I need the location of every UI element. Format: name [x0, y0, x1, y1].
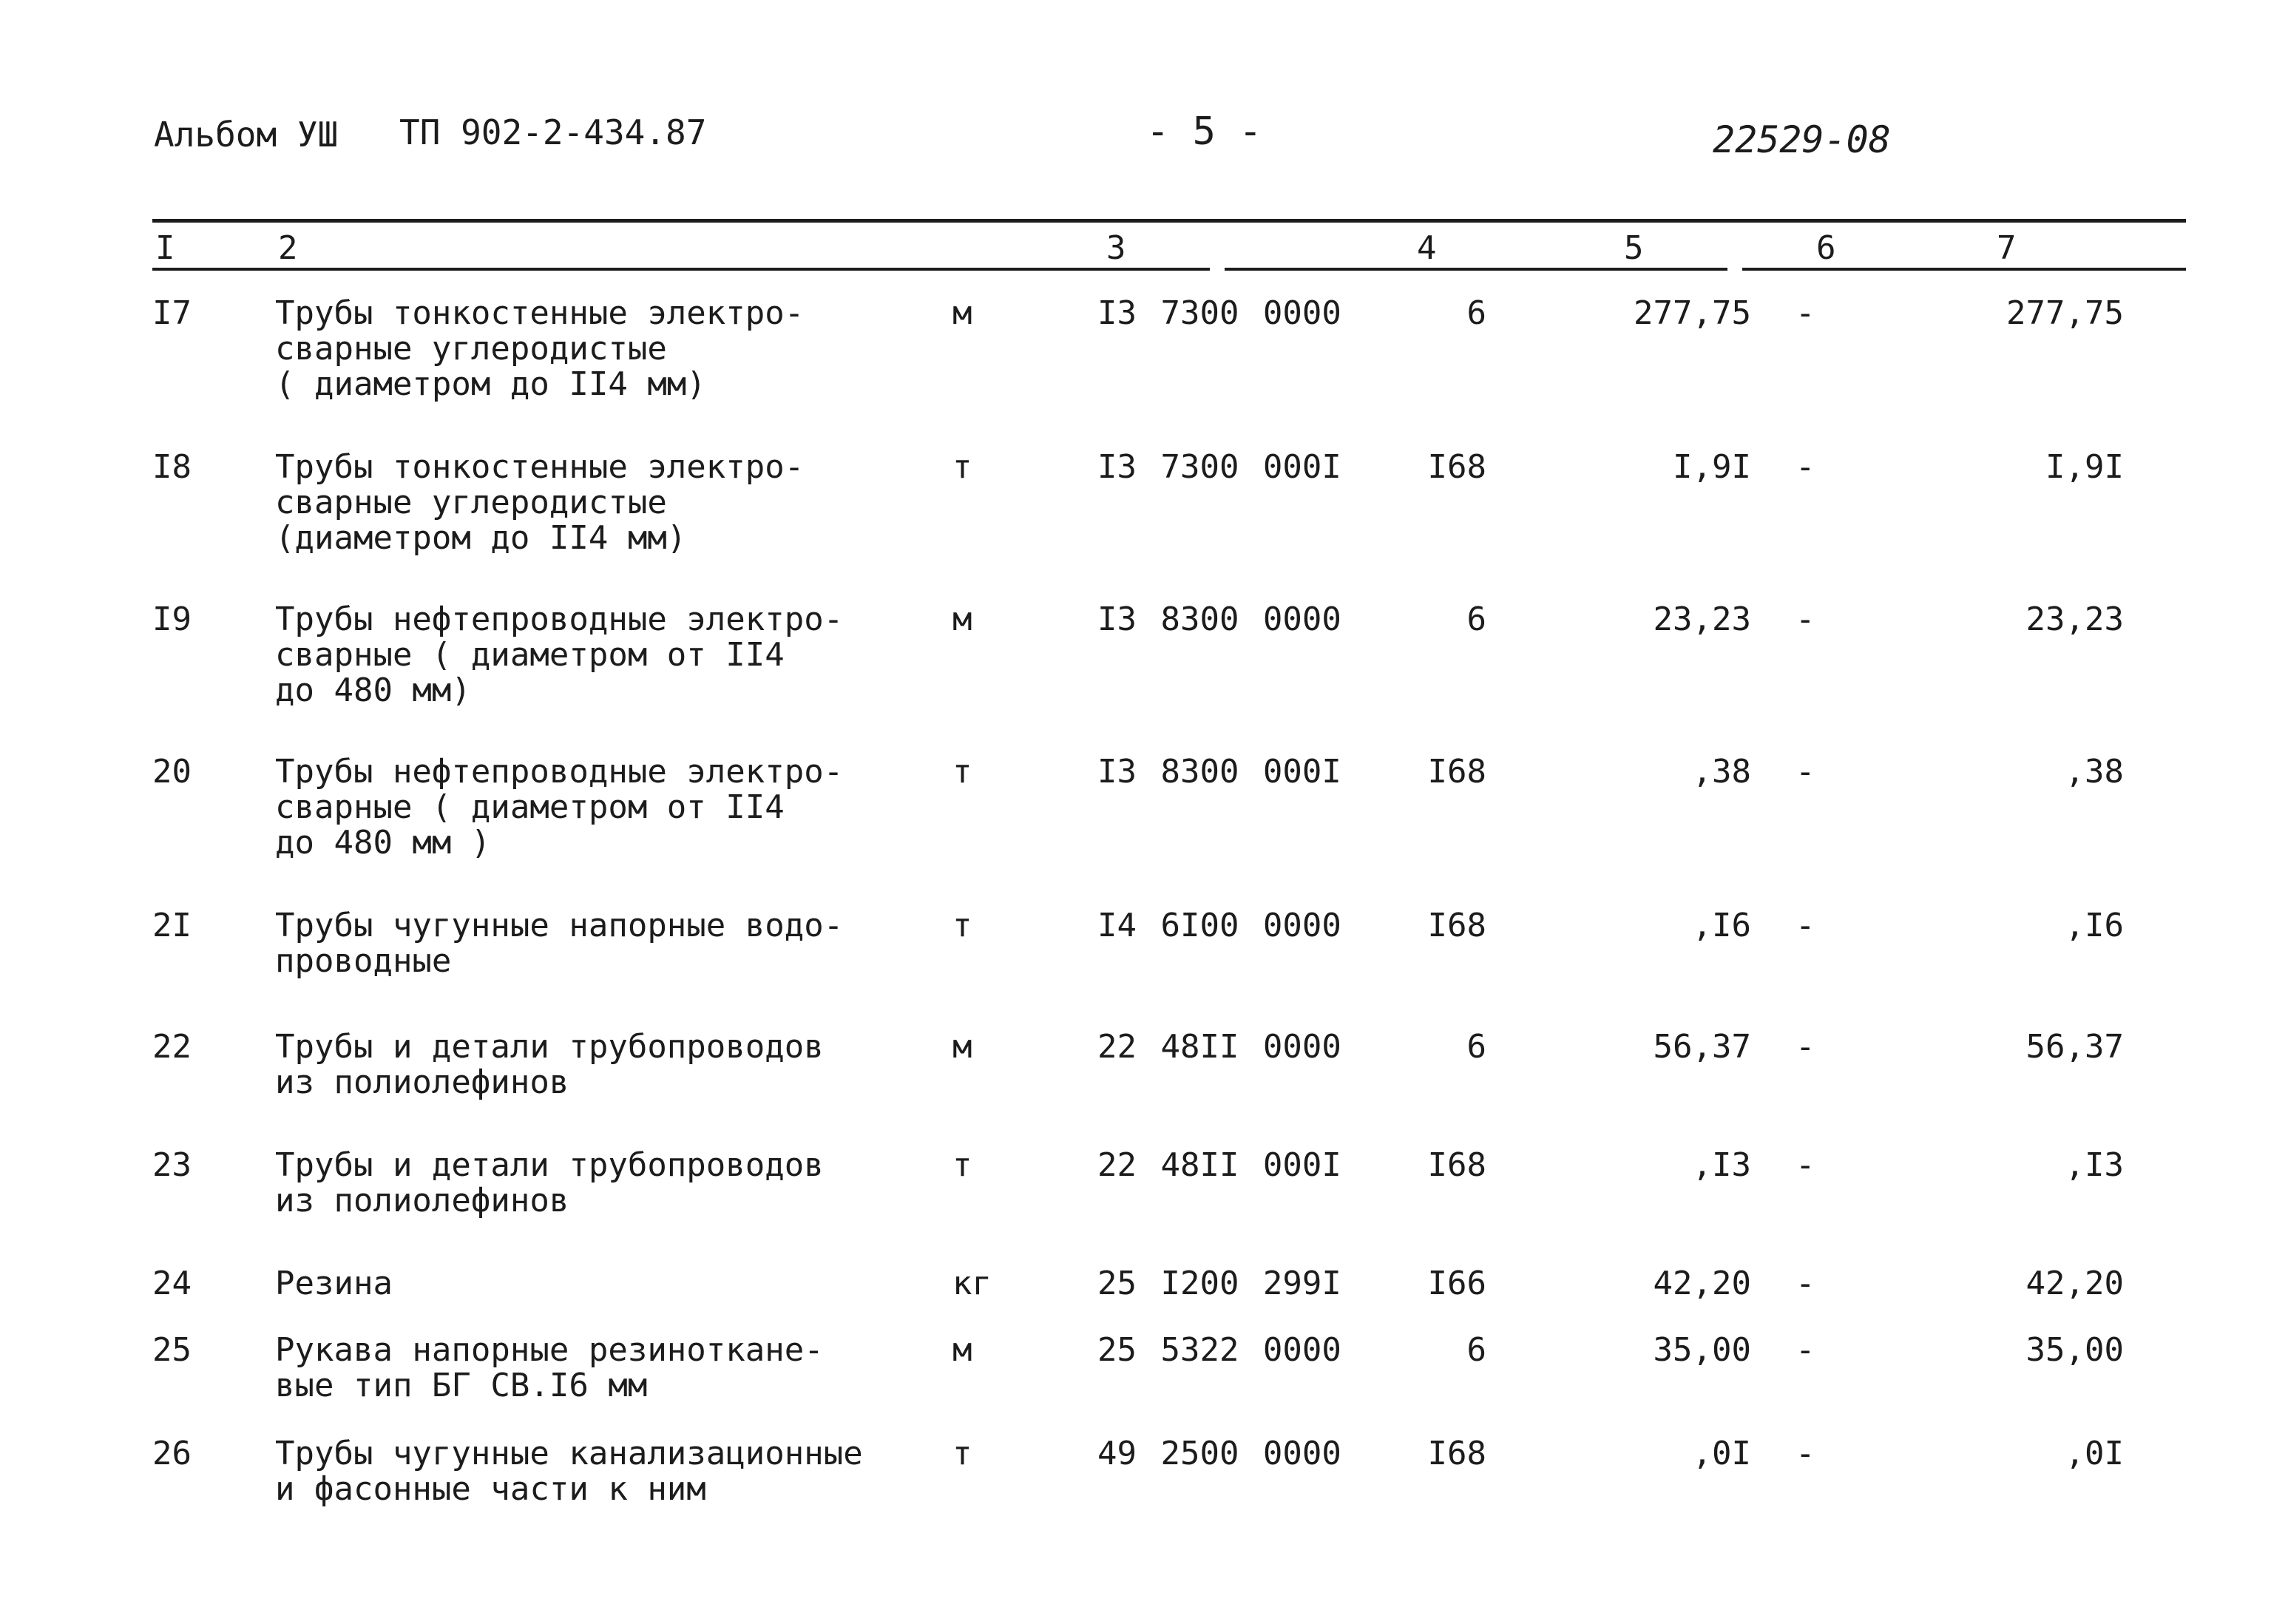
col-4-value: 6	[1466, 1331, 1486, 1369]
row-number: 23	[152, 1146, 192, 1184]
item-name: Трубы и детали трубопроводов из полиолефинов	[275, 1028, 824, 1101]
col-5-value: ,38	[1692, 753, 1751, 791]
row-number: 22	[152, 1028, 192, 1066]
item-name: Трубы чугунные канализационные и фасонные части к ним	[275, 1435, 863, 1508]
item-code: 49 2500 0000	[1097, 1435, 1341, 1472]
header-underline	[1742, 268, 2186, 271]
col-header-2: 2	[278, 229, 298, 267]
item-name: Трубы чугунные напорные водо- проводные	[275, 907, 844, 980]
col-5-value: 56,37	[1653, 1028, 1751, 1066]
col-6-value: -	[1795, 448, 1815, 486]
col-7-value: 277,75	[2006, 294, 2124, 332]
header-underline	[1225, 268, 1727, 271]
item-code: 25 I200 299I	[1097, 1265, 1341, 1302]
unit: м	[952, 1028, 972, 1066]
col-7-value: ,I6	[2065, 907, 2124, 944]
item-code: 22 48II 000I	[1097, 1146, 1341, 1184]
col-header-5: 5	[1624, 229, 1644, 267]
col-6-value: -	[1795, 907, 1815, 944]
item-name: Трубы и детали трубопроводов из полиолефинов	[275, 1146, 824, 1219]
item-code: I3 7300 0000	[1097, 294, 1341, 332]
col-5-value: 277,75	[1634, 294, 1751, 332]
col-4-value: I68	[1427, 1435, 1486, 1472]
col-7-value: 42,20	[2025, 1265, 2124, 1302]
col-6-value: -	[1795, 600, 1815, 638]
col-header-7: 7	[1997, 229, 2017, 267]
col-5-value: 23,23	[1653, 600, 1751, 638]
item-code: I3 8300 000I	[1097, 753, 1341, 791]
table-top-rule	[152, 219, 2186, 223]
unit: кг	[952, 1265, 992, 1302]
col-7-value: 35,00	[2025, 1331, 2124, 1369]
album-label: Альбом УШ	[154, 115, 339, 155]
col-7-value: ,I3	[2065, 1146, 2124, 1184]
col-7-value: ,38	[2065, 753, 2124, 791]
col-6-value: -	[1795, 294, 1815, 332]
col-4-value: 6	[1466, 1028, 1486, 1066]
item-name: Трубы тонкостенные электро- сварные углеродистые ( диаметром до II4 мм)	[275, 294, 805, 403]
unit: м	[952, 1331, 972, 1369]
item-code: 22 48II 0000	[1097, 1028, 1341, 1066]
col-6-value: -	[1795, 1028, 1815, 1066]
col-6-value: -	[1795, 753, 1815, 791]
row-number: 26	[152, 1435, 192, 1472]
col-4-value: I68	[1427, 1146, 1486, 1184]
col-5-value: ,I3	[1692, 1146, 1751, 1184]
col-5-value: 42,20	[1653, 1265, 1751, 1302]
col-6-value: -	[1795, 1331, 1815, 1369]
item-code: 25 5322 0000	[1097, 1331, 1341, 1369]
col-header-4: 4	[1417, 229, 1437, 267]
unit: т	[952, 1146, 972, 1184]
unit: т	[952, 753, 972, 791]
row-number: I8	[152, 448, 192, 486]
row-number: 25	[152, 1331, 192, 1369]
unit: т	[952, 907, 972, 944]
row-number: 2I	[152, 907, 192, 944]
col-5-value: I,9I	[1673, 448, 1751, 486]
col-6-value: -	[1795, 1146, 1815, 1184]
item-name: Трубы нефтепроводные электро- сварные ( диаметром от II4 до 480 мм)	[275, 600, 844, 709]
col-7-value: 23,23	[2025, 600, 2124, 638]
project-code: ТП 902-2-434.87	[399, 112, 707, 152]
unit: т	[952, 448, 972, 486]
col-7-value: 56,37	[2025, 1028, 2124, 1066]
col-7-value: I,9I	[2045, 448, 2124, 486]
item-name: Трубы нефтепроводные электро- сварные ( диаметром от II4 до 480 мм )	[275, 753, 844, 862]
col-4-value: I68	[1427, 448, 1486, 486]
row-number: 20	[152, 753, 192, 791]
col-5-value: 35,00	[1653, 1331, 1751, 1369]
row-number: 24	[152, 1265, 192, 1302]
unit: т	[952, 1435, 972, 1472]
col-4-value: 6	[1466, 600, 1486, 638]
unit: м	[952, 600, 972, 638]
col-header-6: 6	[1816, 229, 1836, 267]
unit: м	[952, 294, 972, 332]
item-name: Трубы тонкостенные электро- сварные углеродистые (диаметром до II4 мм)	[275, 448, 805, 557]
col-header-3: 3	[1106, 229, 1126, 267]
col-5-value: ,I6	[1692, 907, 1751, 944]
page-number: - 5 -	[1146, 109, 1262, 154]
row-number: I7	[152, 294, 192, 332]
item-code: I3 7300 000I	[1097, 448, 1341, 486]
row-number: I9	[152, 600, 192, 638]
col-4-value: 6	[1466, 294, 1486, 332]
col-7-value: ,0I	[2065, 1435, 2124, 1472]
item-code: I4 6I00 0000	[1097, 907, 1341, 944]
col-6-value: -	[1795, 1435, 1815, 1472]
document-number: 22529-08	[1713, 118, 1891, 161]
col-6-value: -	[1795, 1265, 1815, 1302]
item-name: Рукава напорные резинотканe- вые тип БГ СВ.I6 мм	[275, 1331, 824, 1404]
col-4-value: I66	[1427, 1265, 1486, 1302]
col-5-value: ,0I	[1692, 1435, 1751, 1472]
item-name: Резина	[275, 1265, 393, 1302]
col-4-value: I68	[1427, 907, 1486, 944]
header-underline	[152, 268, 1210, 271]
col-4-value: I68	[1427, 753, 1486, 791]
col-header-1: I	[155, 229, 175, 267]
item-code: I3 8300 0000	[1097, 600, 1341, 638]
